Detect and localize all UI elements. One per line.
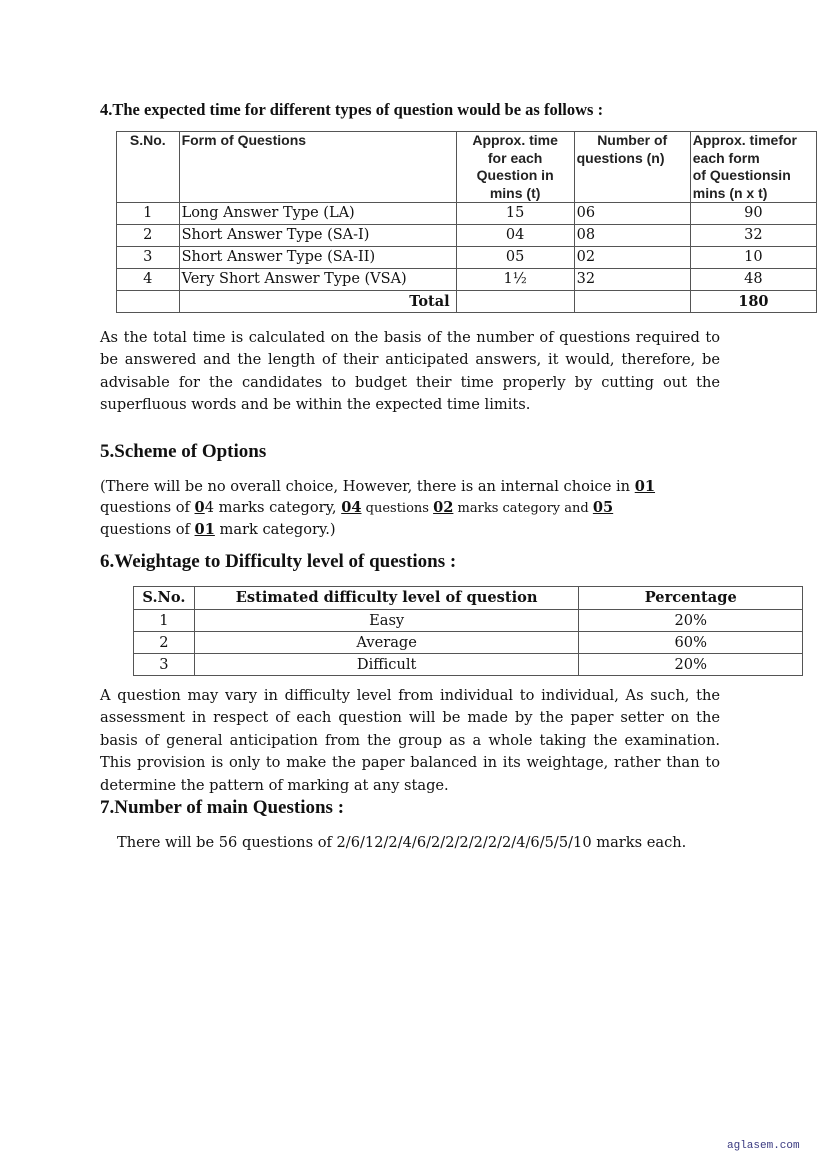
cell-empty [456,291,574,313]
emphasis-number: 05 [592,499,614,516]
section-7-heading: 7.Number of main Questions : [100,797,345,818]
header-number-of-questions [574,132,690,203]
text-span: marks category and [453,501,593,516]
text-span: mark category.) [214,521,336,538]
table-row [117,269,817,291]
cell-form: Short Answer Type (SA-I) [179,225,456,247]
table-row [117,225,817,247]
table-header-row [134,587,803,610]
cell-empty [574,291,690,313]
text-span: questions of [100,499,195,516]
cell-form: Long Answer Type (LA) [179,203,456,225]
scheme-of-options-text [100,476,710,540]
difficulty-weightage-table [133,586,803,676]
table-row [117,247,817,269]
cell-sno: 3 [117,247,180,269]
cell-total: 32 [690,225,816,247]
difficulty-note-paragraph: A question may vary in difficulty level from individual to individual, As such, the assessment in respect of each question will be made by the paper setter on the basis of general anticipation from the group as a whole taking the examination. This provision is only to make the paper balanced in its weightage, rather than to determine the pattern of marking at any stage. [100,687,720,794]
section-6-heading: 6.Weightage to Difficulty level of questions : [100,551,457,572]
header-line: Number of [597,132,668,148]
total-label: Total [179,291,456,313]
cell-percentage: 20% [579,610,803,632]
cell-level: Average [194,632,579,654]
text-span: 4 marks category, [204,499,342,516]
header-line: Approx. time [472,132,558,148]
header-line: Approx. timefor [692,132,797,148]
total-value: 180 [690,291,816,313]
header-line: mins (n x t) [692,184,768,201]
cell-sno: 2 [117,225,180,247]
cell-total: 90 [690,203,816,225]
cell-number: 06 [574,203,690,225]
watermark-link[interactable]: aglasem.com [727,1140,800,1152]
cell-time: 15 [456,203,574,225]
cell-level: Difficult [194,654,579,676]
cell-level: Easy [194,610,579,632]
text-span: (There will be no overall choice, However, there is an internal choice in [100,478,635,495]
cell-total: 48 [690,269,816,291]
cell-empty [117,291,180,313]
main-questions-paragraph: There will be 56 questions of 2/6/12/2/4/6/2/2/2/2/2/2/4/6/5/5/10 marks each. [117,834,687,851]
header-line: each form [692,149,760,166]
header-percentage: Percentage [579,587,803,610]
table-row [117,203,817,225]
section-5-heading: 5.Scheme of Options [100,441,267,462]
header-difficulty-level: Estimated difficulty level of question [194,587,579,610]
cell-sno: 1 [117,203,180,225]
table-total-row [117,291,817,313]
cell-sno: 4 [117,269,180,291]
emphasis-number: 0 [194,499,205,516]
cell-sno: 3 [134,654,195,676]
header-sno: S.No. [117,132,180,203]
header-line: for each [487,149,543,166]
table-row [134,610,803,632]
header-approx-time [456,132,574,203]
cell-form: Short Answer Type (SA-II) [179,247,456,269]
emphasis-number: 02 [433,499,454,516]
header-line: of Questionsin [692,167,791,183]
header-form-of-questions: Form of Questions [179,132,456,203]
table-header-row [117,132,817,203]
emphasis-number: 01 [194,521,215,538]
cell-number: 08 [574,225,690,247]
emphasis-number: 01 [634,478,656,495]
time-budget-paragraph: As the total time is calculated on the basis of the number of questions required to be answered and the length of their anticipated answers, it would, therefore, be advisable for the candidates to budget their time properly by cutting out the superfluous words and be within the expected time limits. [100,329,720,414]
cell-percentage: 60% [579,632,803,654]
table-row [134,632,803,654]
cell-sno: 1 [134,610,195,632]
cell-total: 10 [690,247,816,269]
cell-number: 32 [574,269,690,291]
header-approx-time-each-form [690,132,816,203]
cell-number: 02 [574,247,690,269]
header-line: mins (t) [489,184,541,201]
cell-percentage: 20% [579,654,803,676]
header-sno: S.No. [134,587,195,610]
text-span: questions [361,501,434,516]
section-4-heading: 4.The expected time for different types of question would be as follows : [100,100,604,119]
cell-time: 04 [456,225,574,247]
header-line: questions (n) [576,149,665,166]
text-span: questions of [100,521,195,538]
cell-time: 05 [456,247,574,269]
cell-form: Very Short Answer Type (VSA) [179,269,456,291]
cell-time: 1½ [456,269,574,291]
expected-time-table [116,131,817,313]
header-line: Question in [476,167,554,183]
table-row [134,654,803,676]
emphasis-number: 04 [341,499,362,516]
cell-sno: 2 [134,632,195,654]
